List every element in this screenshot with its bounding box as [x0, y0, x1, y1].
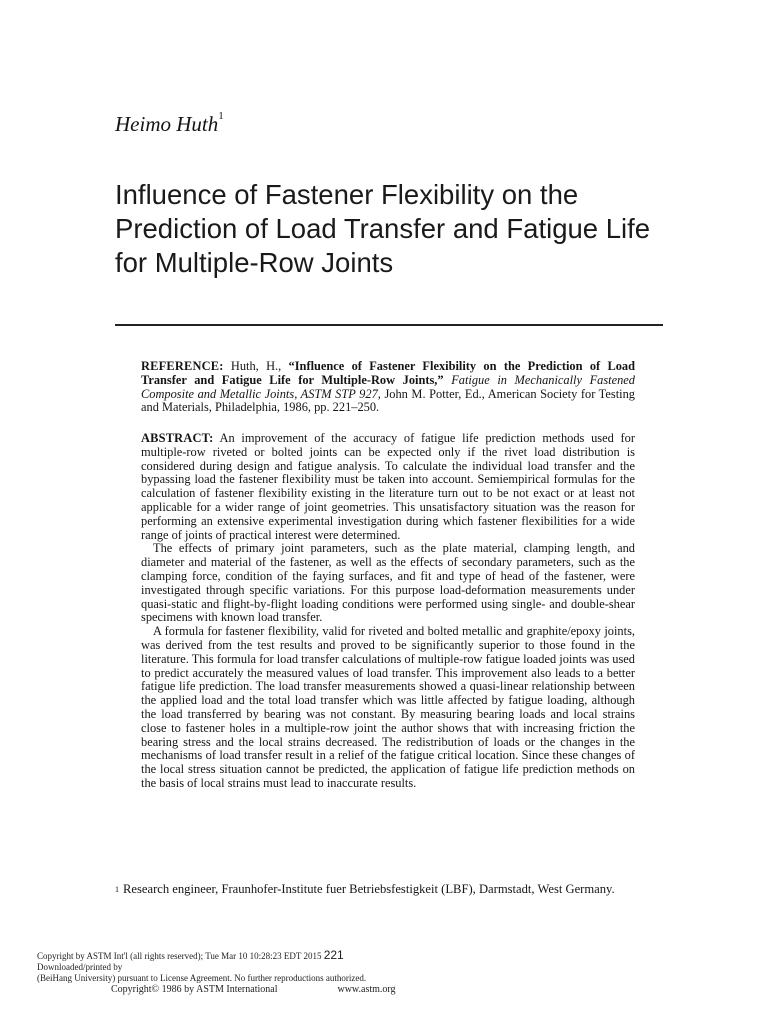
abstract-label: ABSTRACT:: [141, 431, 214, 445]
copyright-notice: [37, 950, 457, 995]
abstract-paragraph-3: A formula for fastener flexibility, valid for riveted and bolted metallic and graphite/epoxy joints, was derived from the test results and proved to be significantly superior to those found in the literature. This formula for load transfer calculations of multiple-row fatigue loaded joints was used to predict accurately the measured values of load transfer. This improvement also leads to a better fatigue life prediction. The load transfer measurements showed a quasi-linear relationship between the applied load and the total load transfer which was little affected by fatigue loading, although the load transferred by bearing was not constant. By measuring bearing loads and local strains close to fastener holes in a multiple-row joint the author shows that with increasing friction the bearing stress and the local strains decreased. The redistribution of loads or the changes in the mechanisms of load transfer result in a relief of the fatigue critical location. Since these changes of the local stress situation cannot be predicted, the application of fatigue life prediction methods on the basis of local strains must lead to inaccurate results.: [141, 624, 635, 790]
copyright-line-3: (BeiHang University) pursuant to License Agreement. No further reproductions authorized.: [37, 973, 367, 983]
title-divider: [115, 324, 663, 326]
paper-title: Influence of Fastener Flexibility on the Prediction of Load Transfer and Fatigue Life for Multiple-Row Joints: [115, 179, 651, 278]
page-number: 221: [323, 948, 344, 962]
abstract-text-1: An improvement of the accuracy of fatigue life prediction methods used for multiple-row riveted or bolted joints can be expected only if the rivet load distribution is considered during design and fatigue analysis. To calculate the individual load transfer and the bypassing load the fastener flexibility must be taken into account. Semiempirical formulas for the calculation of fastener flexibility existing in the literature turn out to be not exact or at least not applicable for a wider range of joint geometries. This unsatisfactory situation was the reason for performing an extensive experimental investigation during which fastener flexibilities for a wide range of joints of practical interest were determined.: [141, 431, 635, 542]
reference-article-title: “Influence of Fastener Flexibility on the Prediction of Load Transfer and Fatigue Life for Multiple-Row Joints,”: [141, 359, 635, 387]
reference-details: John M. Potter, Ed., American Society for Testing and Materials, Philadelphia, 1986, pp. 221–250.: [141, 386, 635, 415]
author-name: Heimo Huth$^1$: [115, 110, 224, 136]
astm-url: www.astm.org: [337, 984, 396, 995]
author-footnote-mark: 1: [218, 110, 224, 122]
copyright-line-1: Copyright by ASTM Int'l (all rights reserved); Tue Mar 10 10:28:23 EDT 2015: [37, 951, 322, 961]
copyright-line-2: Downloaded/printed by: [37, 962, 123, 972]
abstract-paragraph-2: The effects of primary joint parameters, such as the plate material, clamping length, and diameter and material of the fastener, as well as the effects of secondary parameters, such as the clamping force, condition of the faying surfaces, and fit and type of head of the fastener, were investigated through specific variations. For this purpose load-deformation measurements under quasi-static and flight-by-flight loading conditions were performed using single- and double-shear specimens with known load transfer.: [141, 541, 635, 625]
abstract-paragraph-1: [141, 432, 635, 542]
reference-block: [141, 360, 635, 415]
reference-authors: Huth, H.,: [230, 359, 289, 373]
footnote: [115, 882, 663, 897]
reference-label: REFERENCE:: [141, 359, 224, 373]
reference-book: Fatigue in Mechanically Fastened Composite and Metallic Joints, ASTM STP 927,: [141, 372, 635, 401]
footnote-text: Research engineer, Fraunhofer-Institute fuer Betriebsfestigkeit (LBF), Darmstadt, West Germany.: [123, 882, 615, 896]
copyright-line-4: Copyright© 1986 by ASTM International: [111, 984, 278, 995]
footnote-mark: 1: [115, 885, 119, 894]
abstract-block: [141, 432, 635, 791]
